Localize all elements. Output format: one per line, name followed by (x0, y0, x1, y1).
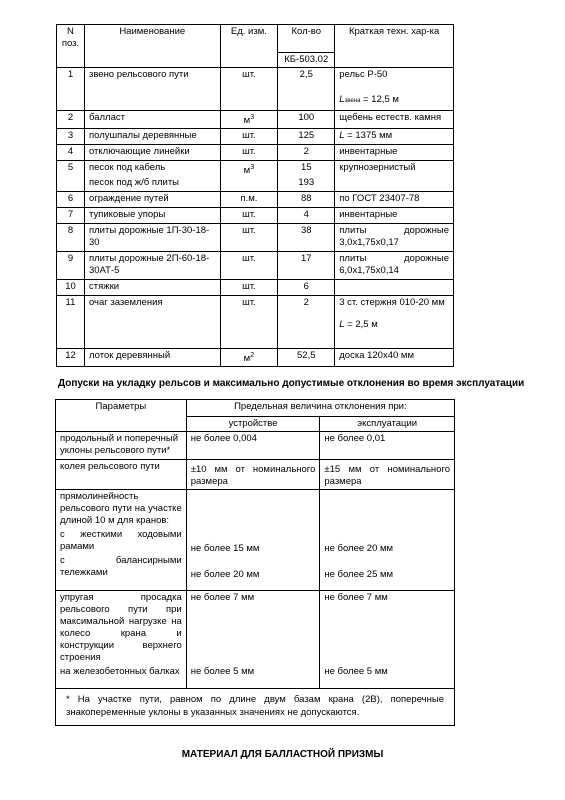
value-line: не более 7 мм (324, 592, 388, 603)
row-num: 9 (57, 252, 85, 280)
row-desc (335, 296, 454, 349)
value-line: не более 7 мм (190, 592, 255, 603)
param-line: прямолинейность рельсового пути на участке длиной 10 м для кранов: (60, 491, 182, 526)
install-cell: ±10 мм от номинального размера (186, 460, 320, 490)
value-line: не более 25 мм (324, 569, 394, 580)
row-qty: 52,5 (278, 349, 335, 367)
operation-cell: не более 0,01 (320, 432, 455, 460)
row-name: лоток деревянный (84, 349, 220, 367)
formula-var: L (339, 319, 345, 331)
formula-val: = 12,5 м (360, 94, 399, 105)
row-unit: п.м. (220, 192, 278, 208)
header-operation: эксплуатации (320, 417, 455, 432)
row-num: 7 (57, 208, 85, 224)
row-name (84, 161, 220, 192)
row-unit: шт. (220, 224, 278, 252)
row-unit: шт. (220, 68, 278, 111)
row-qty: 6 (278, 280, 335, 296)
table-row (57, 111, 454, 129)
header-qty: Кол-во (278, 25, 335, 53)
value-line: не более 15 мм (190, 543, 260, 554)
param-cell (56, 591, 187, 689)
row-qty: 2 (278, 296, 335, 349)
row-num: 10 (57, 280, 85, 296)
table-row (57, 192, 454, 208)
row-desc: по ГОСТ 23407-78 (335, 192, 454, 208)
header-install: устройстве (186, 417, 320, 432)
row-desc: щебень естеств. камня (335, 111, 454, 129)
install-cell (186, 490, 320, 591)
param-line: на железобетонных балках (60, 666, 180, 677)
footnote-row (56, 689, 455, 726)
formula-sub: звена (344, 98, 361, 104)
row-unit (220, 349, 278, 367)
row-qty: 88 (278, 192, 335, 208)
table-row (56, 432, 455, 460)
install-cell (186, 591, 320, 689)
row-num: 6 (57, 192, 85, 208)
row-qty-line: 193 (298, 177, 315, 189)
materials-table (56, 24, 454, 367)
formula-var: L (339, 94, 345, 105)
row-desc: доска 120x40 мм (335, 349, 454, 367)
header-name: Наименование (84, 25, 220, 68)
row-unit: шт. (220, 296, 278, 349)
table-row (57, 224, 454, 252)
value-line: не более 20 мм (190, 569, 260, 580)
row-desc-line: 3 ст. стержня 010-20 мм (339, 297, 445, 309)
row-name: очаг заземления (84, 296, 220, 349)
row-desc (335, 129, 454, 145)
table-header-row (56, 400, 455, 417)
row-desc (335, 280, 454, 296)
param-cell (56, 490, 187, 591)
row-qty (278, 161, 335, 192)
row-desc: плиты дорожные 3,0x1,75x0,17 (335, 224, 454, 252)
ballast-heading: МАТЕРИАЛ ДЛЯ БАЛЛАСТНОЙ ПРИЗМЫ (181, 749, 384, 760)
row-num: 4 (57, 145, 85, 161)
table-row (57, 280, 454, 296)
row-desc: инвентарные (335, 208, 454, 224)
operation-cell: ±15 мм от номинального размера (320, 460, 455, 490)
row-desc (335, 68, 454, 111)
table-row (57, 349, 454, 367)
formula-val: = 1375 мм (344, 130, 393, 142)
tolerances-table (55, 399, 455, 726)
row-unit: шт. (220, 252, 278, 280)
unit-sup: 2 (250, 352, 255, 360)
row-unit: шт. (220, 145, 278, 161)
row-name: стяжки (84, 280, 220, 296)
row-qty: 2 (278, 145, 335, 161)
table-row (57, 129, 454, 145)
row-num: 5 (57, 161, 85, 192)
header-limit: Предельная величина отклонения при: (186, 400, 454, 417)
row-name: плиты дорожные 2П-60-18-30АТ-5 (84, 252, 220, 280)
row-name: плиты дорожные 1П-30-18-30 (84, 224, 220, 252)
row-num: 1 (57, 68, 85, 111)
header-qty-sub: КБ-503.02 (278, 53, 335, 68)
row-unit: шт. (220, 280, 278, 296)
row-name: балласт (84, 111, 220, 129)
row-qty: 38 (278, 224, 335, 252)
row-num: 11 (57, 296, 85, 349)
row-num: 3 (57, 129, 85, 145)
tolerances-heading: Допуски на укладку рельсов и максимально допустимые отклонения во время эксплуатации (58, 378, 525, 389)
install-cell: не более 0,004 (186, 432, 320, 460)
header-desc: Краткая техн. хар-ка (335, 25, 454, 68)
row-desc-formula (339, 94, 449, 107)
row-unit: шт. (220, 129, 278, 145)
row-name: тупиковые упоры (84, 208, 220, 224)
row-qty: 125 (278, 129, 335, 145)
row-desc-line: рельс Р-50 (339, 69, 388, 80)
table-row (57, 208, 454, 224)
row-num: 8 (57, 224, 85, 252)
row-qty: 2,5 (278, 68, 335, 111)
unit-base: м (243, 115, 251, 127)
param-line: с балансирными тележками (60, 555, 182, 578)
operation-cell (320, 591, 455, 689)
row-qty: 100 (278, 111, 335, 129)
row-name-line: песок под ж/б плиты (88, 177, 179, 189)
param-line: упругая просадка рельсового пути при максимальной нагрузке на колесо крана и конструкции верхнего строения (60, 592, 182, 663)
table-row (56, 490, 455, 591)
value-line: не более 5 мм (190, 666, 255, 677)
param-cell: продольный и поперечный уклоны рельсового пути* (56, 432, 187, 460)
table-row (57, 145, 454, 161)
row-name-line: песок под кабель (88, 162, 166, 174)
unit-base: м (243, 353, 251, 365)
row-unit: шт. (220, 208, 278, 224)
table-row (56, 591, 455, 689)
row-name: ограждение путей (84, 192, 220, 208)
row-num: 2 (57, 111, 85, 129)
value-line: не более 5 мм (324, 666, 388, 677)
table-row (57, 252, 454, 280)
footnote: * На участке пути, равном по длине двум базам крана (2B), поперечные знакопеременные уклоны в указанных значениях не допускаются. (56, 689, 455, 726)
row-unit (220, 111, 278, 129)
table-row (57, 68, 454, 111)
row-unit (220, 161, 278, 192)
table-row (57, 296, 454, 349)
header-num: N поз. (57, 25, 85, 68)
formula-val: = 2,5 м (344, 319, 378, 331)
param-cell: колея рельсового пути (56, 460, 187, 490)
header-params: Параметры (56, 400, 187, 432)
operation-cell (320, 490, 455, 591)
table-header-row (57, 25, 454, 53)
row-qty: 4 (278, 208, 335, 224)
table-row (56, 460, 455, 490)
row-desc: инвентарные (335, 145, 454, 161)
row-name: полушпалы деревянные (84, 129, 220, 145)
row-num: 12 (57, 349, 85, 367)
row-desc-formula (339, 319, 449, 331)
row-name: звено рельсового пути (84, 68, 220, 111)
header-unit: Ед. изм. (220, 25, 278, 68)
param-line: с жесткими ходовыми рамами (60, 529, 182, 552)
row-name: отключающие линейки (84, 145, 220, 161)
formula-var: L (339, 130, 345, 142)
unit-sup: 3 (250, 164, 255, 172)
value-line: не более 20 мм (324, 543, 394, 554)
row-qty: 17 (278, 252, 335, 280)
row-qty-line: 15 (300, 162, 312, 174)
unit-base: м (243, 165, 251, 177)
row-desc: крупнозернистый (335, 161, 454, 192)
table-row (57, 161, 454, 192)
row-desc: плиты дорожные 6,0x1,75x0,14 (335, 252, 454, 280)
unit-sup: 3 (250, 114, 255, 121)
